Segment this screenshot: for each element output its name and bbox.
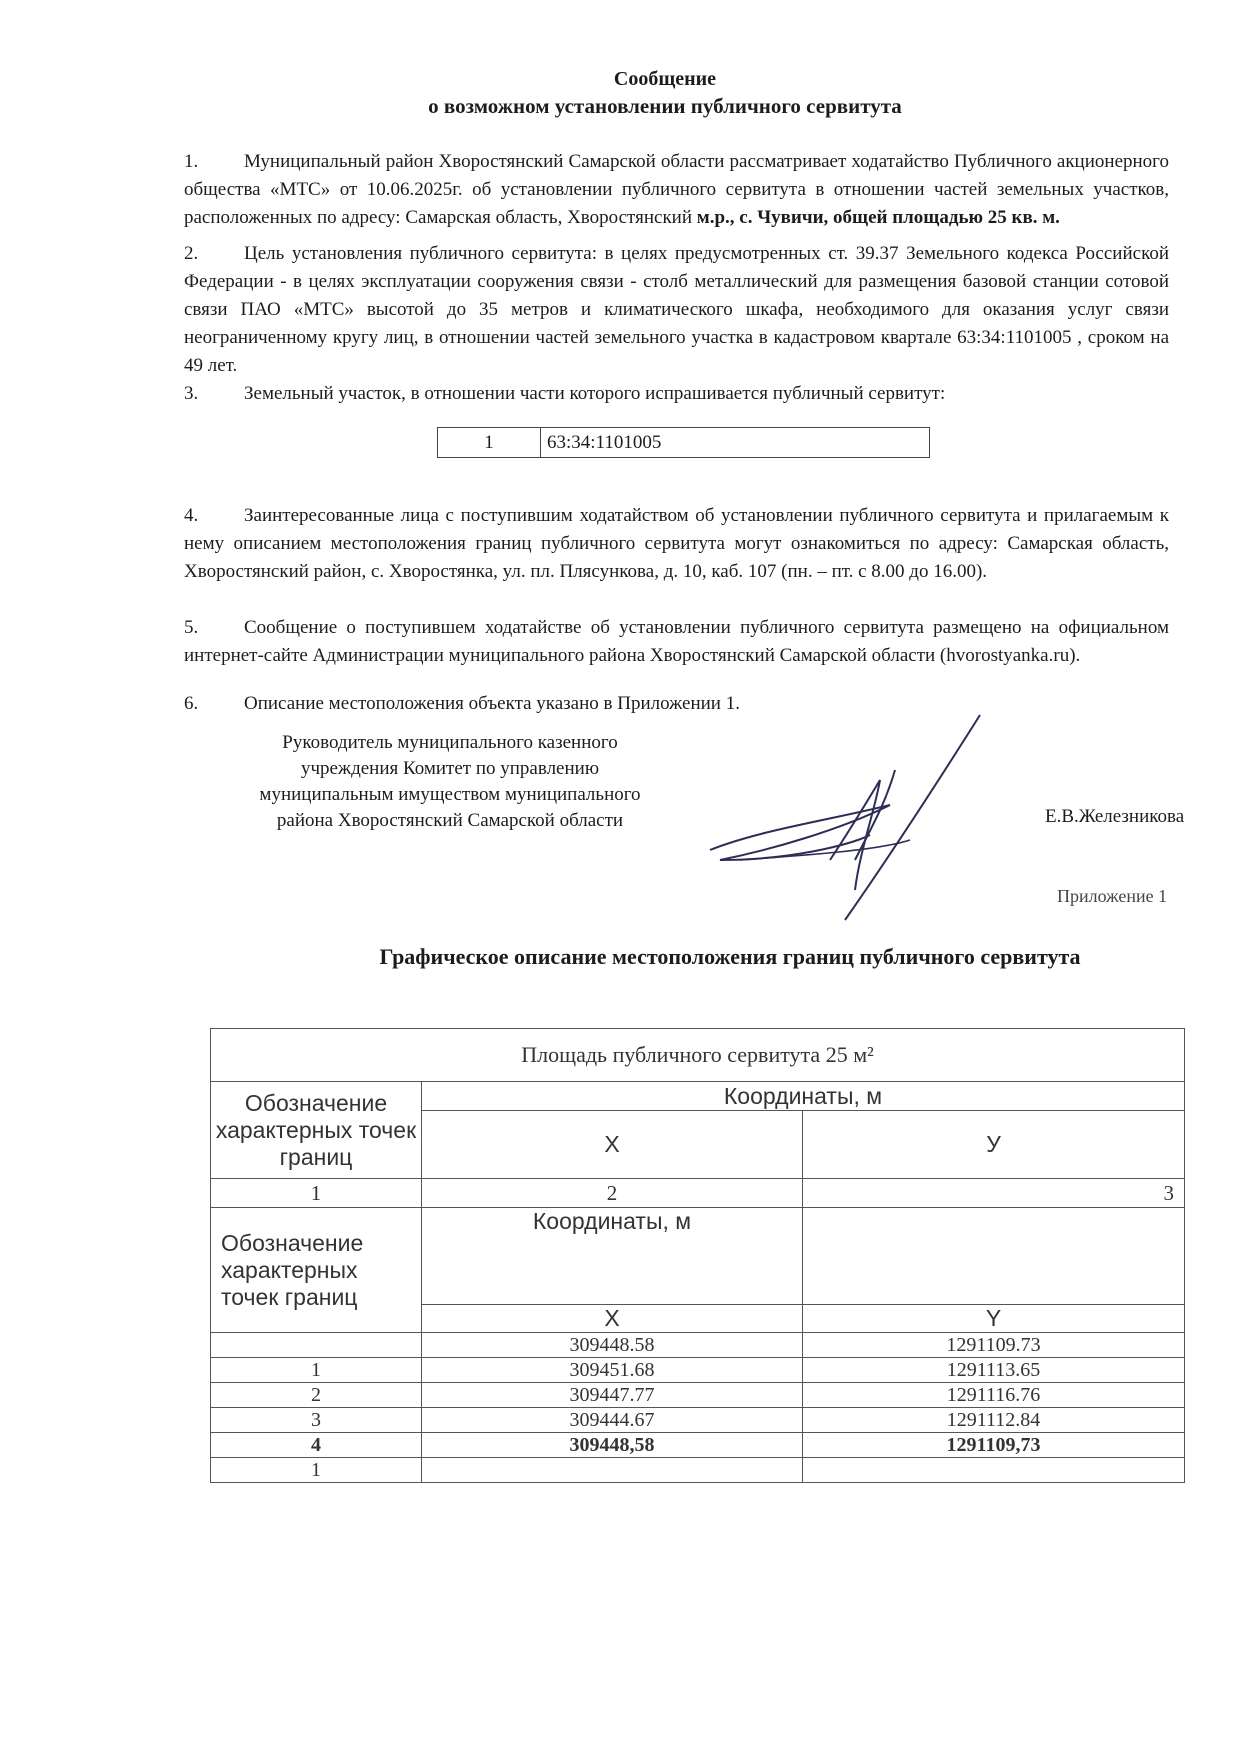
- empty-cell: [803, 1208, 1185, 1305]
- signature-position-line-4: района Хворостянский Самарской области: [276, 810, 624, 831]
- paragraph-6: [184, 690, 1169, 718]
- table-row: [211, 1333, 1185, 1358]
- column-number-3: 3: [803, 1179, 1185, 1208]
- handwritten-signature: [680, 710, 1020, 940]
- cadastral-row: [438, 428, 930, 458]
- table-row: [211, 1433, 1185, 1458]
- x-cell: 309447.77: [422, 1383, 803, 1408]
- x-cell: 309451.68: [422, 1358, 803, 1383]
- table-row: [211, 1358, 1185, 1383]
- paragraph-2-number: 2.: [184, 243, 199, 264]
- x-cell: 309448,58: [422, 1433, 803, 1458]
- paragraph-6-number: 6.: [184, 693, 199, 714]
- column-number-2: 2: [422, 1179, 803, 1208]
- point-cell: 1: [211, 1458, 422, 1483]
- y-header-2: Y: [803, 1305, 1185, 1333]
- y-cell: 1291109.73: [803, 1333, 1185, 1358]
- cadastral-table: [437, 427, 930, 458]
- header-row-3: [211, 1208, 1185, 1305]
- x-cell: [422, 1458, 803, 1483]
- paragraph-3-text: Земельный участок, в отношении части которого испрашивается публичный сервитут:: [244, 383, 946, 404]
- point-cell: [211, 1333, 422, 1358]
- paragraph-2-text: Цель установления публичного сервитута: в целях предусмотренных ст. 39.37 Земельного кодекса Российской Федерации - в целях эксплуатации сооружения связи - столб металлический для размещения базовой станции сотовой связи ПАО «МТС» высотой до 35 метров и климатического шкафа, необходимого для оказания услуг связи неограниченному кругу лиц, в отношении частей земельного участка в кадастровом квартале 63:34:1101005 , сроком на 49 лет.: [184, 243, 1169, 376]
- coordinates-table: [210, 1028, 1185, 1483]
- y-header: У: [803, 1111, 1185, 1179]
- x-header-2: X: [422, 1305, 803, 1333]
- y-cell: 1291113.65: [803, 1358, 1185, 1383]
- column-numbers-row: [211, 1179, 1185, 1208]
- document-subtitle: о возможном установлении публичного сервитута: [428, 94, 902, 118]
- area-label: Площадь публичного сервитута 25 м²: [211, 1029, 1185, 1082]
- cadastral-number: 63:34:1101005: [541, 428, 930, 458]
- paragraph-1-number: 1.: [184, 151, 199, 172]
- document-title: Сообщение: [613, 68, 717, 90]
- table-row: [211, 1458, 1185, 1483]
- point-cell: 2: [211, 1383, 422, 1408]
- x-header: X: [422, 1111, 803, 1179]
- paragraph-3-number: 3.: [184, 383, 199, 404]
- point-cell: 3: [211, 1408, 422, 1433]
- paragraph-6-text: Описание местоположения объекта указано в Приложении 1.: [244, 693, 740, 714]
- signature-position-line-2: учреждения Комитет по управлению: [300, 758, 600, 779]
- y-cell: [803, 1458, 1185, 1483]
- table-row: [211, 1383, 1185, 1408]
- points-header-2: Обозначение характерных точек границ: [211, 1208, 422, 1333]
- paragraph-5-number: 5.: [184, 617, 199, 638]
- points-header: Обозначение характерных точек границ: [211, 1082, 422, 1179]
- area-row: [211, 1029, 1185, 1082]
- coords-header-2: Координаты, м: [422, 1208, 803, 1305]
- x-cell: 309448.58: [422, 1333, 803, 1358]
- signer-name: Е.В.Железникова: [1045, 806, 1185, 827]
- table-row: [211, 1408, 1185, 1433]
- y-cell: 1291112.84: [803, 1408, 1185, 1433]
- paragraph-5: [184, 614, 1169, 670]
- paragraph-1: [184, 148, 1169, 232]
- point-cell: 1: [211, 1358, 422, 1383]
- column-number-1: 1: [211, 1179, 422, 1208]
- signature-position-line-1: Руководитель муниципального казенного: [282, 732, 618, 753]
- paragraph-3: [184, 380, 1169, 408]
- point-cell: 4: [211, 1433, 422, 1458]
- paragraph-4-text: Заинтересованные лица с поступившим ходатайством об установлении публичного сервитута и прилагаемым к нему описанием местоположения границ публичного сервитута могут ознакомиться по адресу: Самарская область, Хворостянский район, с. Хворостянка, ул. пл. Плясункова, д. 10, каб. 107 (пн. – пт. с 8.00 до 16.00).: [184, 505, 1169, 582]
- paragraph-4-number: 4.: [184, 505, 199, 526]
- y-cell: 1291109,73: [803, 1433, 1185, 1458]
- appendix-label: Приложение 1: [1057, 886, 1168, 906]
- paragraph-2: [184, 240, 1169, 380]
- paragraph-1-bold-text: м.р., с. Чувичи, общей площадью 25 кв. м.: [696, 207, 1060, 228]
- signature-block: [215, 730, 685, 834]
- cadastral-index: 1: [438, 428, 541, 458]
- paragraph-5-text: Сообщение о поступившем ходатайстве об установлении публичного сервитута размещено на официальном интернет-сайте Администрации муниципального района Хворостянский Самарской области (hvorostyanka.ru).: [184, 617, 1169, 666]
- signature-position-line-3: муниципальным имуществом муниципального: [259, 784, 641, 805]
- header-row-1: [211, 1082, 1185, 1111]
- x-cell: 309444.67: [422, 1408, 803, 1433]
- graphic-description-title: Графическое описание местоположения границ публичного сервитута: [379, 944, 1081, 969]
- paragraph-4: [184, 502, 1169, 586]
- coords-header: Координаты, м: [422, 1082, 1185, 1111]
- paragraph-1-text: Муниципальный район Хворостянский Самарской области рассматривает ходатайство Публичного акционерного общества «МТС» от 10.06.2025г. об установлении публичного сервитута в отношении частей земельных участков, расположенных по адресу: Самарская область, Хворостянский: [184, 151, 1169, 228]
- y-cell: 1291116.76: [803, 1383, 1185, 1408]
